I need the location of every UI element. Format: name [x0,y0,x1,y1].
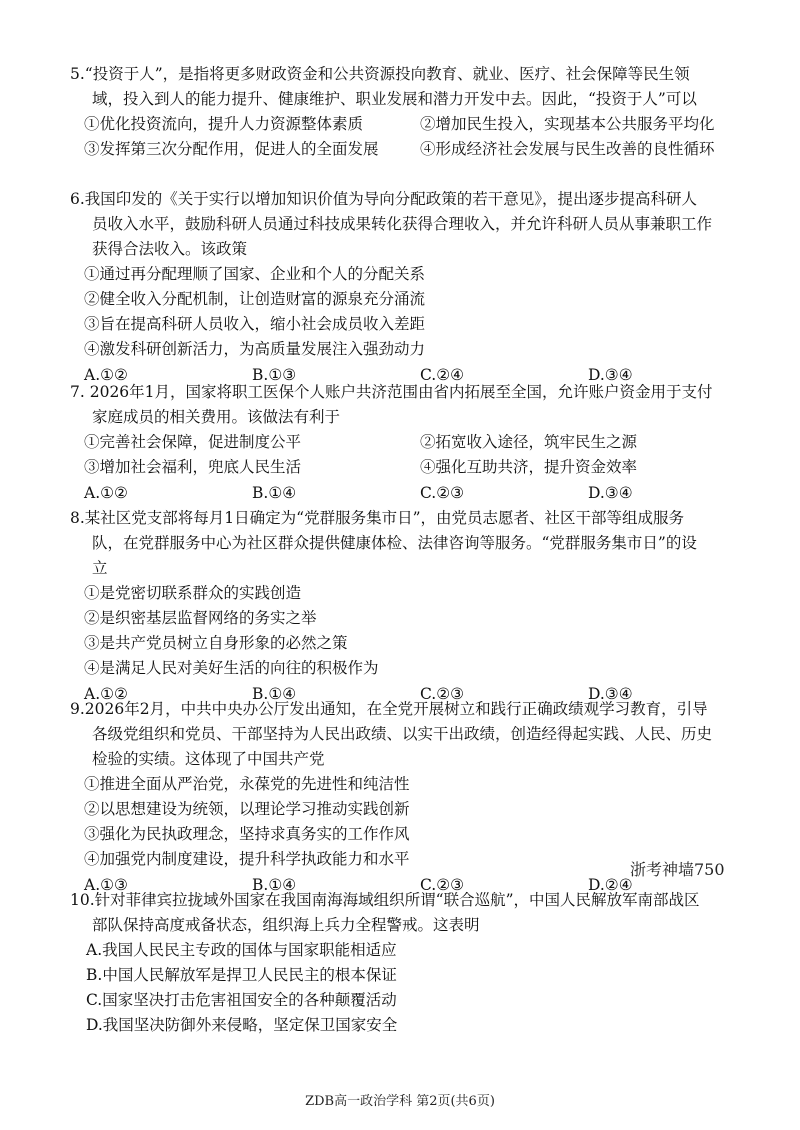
option-row [70,430,760,455]
option: ③发挥第三次分配作用，促进人的全面发展 [84,140,379,158]
question-stem: 5.“投资于人”，是指将更多财政资金和公共资源投向教育、就业、医疗、社会保障等民生领 域，投入到人的能力提升、健康维护、职业发展和潜力开发中去。因此，“投资于人”可以 [70,65,697,108]
answer-c: C.②③ [420,484,465,502]
option: ②以思想建设为统领，以理论学习推动实践创新 [84,800,410,818]
question-7 [70,380,760,506]
option: ①是党密切联系群众的实践创造 [84,584,302,602]
option: C.国家坚决打击危害祖国安全的各种颠覆活动 [86,991,397,1009]
option: ②增加民生投入，实现基本公共服务平均化 [420,115,715,133]
question-stem: 9.2026年2月，中共中央办公厅发出通知，在全党开展树立和践行正确政绩观学习教育，引导 各级党组织和党员、干部坚持为人民出政绩、以实干出政绩，创造经得起实践、人民、历史 检验的实绩。这体现了中国共产党 [70,700,713,768]
option: ③旨在提高科研人员收入，缩小社会成员收入差距 [84,315,426,333]
option: ④强化互助共济，提升资金效率 [420,458,638,476]
answer-a: A.①③ [84,876,128,894]
answer-b: B.①④ [252,484,297,502]
answer-d: D.③④ [588,685,633,703]
answer-c: C.②④ [420,366,465,384]
answer-b: B.①④ [252,685,297,703]
answer-d: D.②④ [588,876,633,894]
option: ③增加社会福利，兜底人民生活 [84,458,302,476]
option: ①优化投资流向，提升人力资源整体素质 [84,115,364,133]
option: ④形成经济社会发展与民生改善的良性循环 [420,140,715,158]
option-row [70,455,760,480]
option: ①通过再分配理顺了国家、企业和个人的分配关系 [84,265,426,283]
question-8 [70,506,760,707]
question-6 [70,187,760,388]
option-row [70,112,760,137]
page-footer: ZDB高一政治学科 第2页(共6页) [305,1094,495,1109]
question-10 [70,888,760,1038]
answer-choices [70,480,760,506]
answer-a: A.①② [84,484,128,502]
option-row [70,137,760,162]
option: ④是满足人民对美好生活的向往的积极作为 [84,659,379,677]
answer-d: D.③④ [588,484,633,502]
option: ④激发科研创新活力，为高质量发展注入强劲动力 [84,340,426,358]
answer-c: C.②③ [420,685,465,703]
option: ④加强党内制度建设，提升科学执政能力和水平 [84,850,410,868]
watermark: 浙考神墙750 [630,860,725,879]
question-stem: 6.我国印发的《关于实行以增加知识价值为导向分配政策的若干意见》，提出逐步提高科研人 员收入水平，鼓励科研人员通过科技成果转化获得合理收入，并允许科研人员从事兼职工作 获得合法收入。该政策 [70,190,713,258]
question-stem: 8.某社区党支部将每月1日确定为“党群服务集市日”，由党员志愿者、社区干部等组成服务 队，在党群服务中心为社区群众提供健康体检、法律咨询等服务。“党群服务集市日”的设 立 [70,509,697,577]
option: A.我国人民民主专政的国体与国家职能相适应 [86,941,397,959]
question-stem: 10.针对菲律宾拉拢域外国家在我国南海海域组织所谓“联合巡航”，中国人民解放军南部战区 部队保持高度戒备状态，组织海上兵力全程警戒。这表明 [70,891,700,934]
answer-a: A.①② [84,366,128,384]
answer-c: C.②③ [420,876,465,894]
answer-b: B.①③ [252,366,297,384]
question-5 [70,62,760,162]
question-stem: 7. 2026年1月，国家将职工医保个人账户共济范围由省内拓展至全国，允许账户资金用于支付 家庭成员的相关费用。该做法有利于 [70,383,713,426]
option: ①推进全面从严治党，永葆党的先进性和纯洁性 [84,775,410,793]
option: ③是共产党员树立自身形象的必然之策 [84,634,348,652]
option: D.我国坚决防御外来侵略，坚定保卫国家安全 [86,1016,398,1034]
option: B.中国人民解放军是捍卫人民民主的根本保证 [86,966,397,984]
answer-d: D.③④ [588,366,633,384]
option: ②健全收入分配机制，让创造财富的源泉充分涌流 [84,290,426,308]
answer-a: A.①② [84,685,128,703]
option: ②拓宽收入途径，筑牢民生之源 [420,433,638,451]
option: ①完善社会保障，促进制度公平 [84,433,302,451]
option: ③强化为民执政理念，坚持求真务实的工作作风 [84,825,410,843]
answer-b: B.①④ [252,876,297,894]
option: ②是织密基层监督网络的务实之举 [84,609,317,627]
